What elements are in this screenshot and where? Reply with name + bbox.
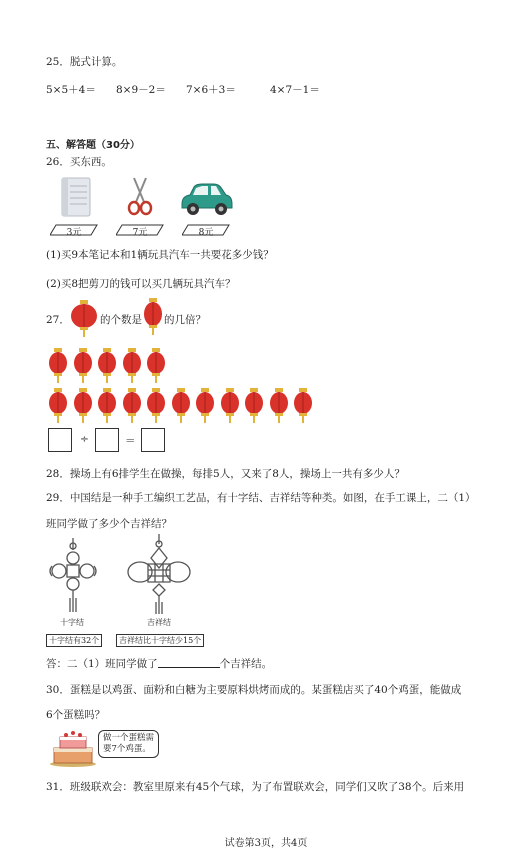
lantern-icon — [293, 388, 313, 427]
lantern-icon — [146, 388, 166, 427]
q29-answer-line — [46, 656, 272, 671]
q29-line2: 班同学做了多少个吉祥结？ — [46, 518, 172, 530]
lantern-icon — [244, 388, 264, 427]
lantern-icon — [195, 388, 215, 427]
equals-sign: ＝ — [125, 435, 136, 447]
lantern-icon — [48, 388, 68, 427]
answer-blank[interactable] — [158, 657, 220, 668]
q27-suffix: 的几倍？ — [164, 314, 206, 326]
q27-prefix: 27． — [46, 314, 70, 326]
answer-prefix: 答：二（1）班同学做了 — [46, 658, 158, 670]
knot2-note: 吉祥结比十字结少15个 — [116, 634, 204, 647]
q26-sub1: (1)买9本笔记本和1辆玩具汽车一共要花多少钱？ — [46, 249, 274, 261]
lantern-icon — [70, 300, 98, 338]
lantern-icon — [97, 388, 117, 427]
knot2-label: 吉祥结 — [147, 618, 171, 627]
lantern-icon — [171, 388, 191, 427]
price-tag-car: 8元 — [182, 224, 230, 236]
knot1-note: 十字结有32个 — [46, 634, 102, 647]
q25-item-2: 8×9－2＝ — [116, 84, 166, 96]
cross-knot-icon — [46, 536, 100, 614]
answer-box-1[interactable] — [48, 428, 72, 452]
bubble-line-1: 做一个蛋糕需 — [103, 733, 155, 743]
section-heading: 五、解答题（30分） — [46, 140, 140, 151]
q31-text: 31．班级联欢会：教室里原来有45个气球，为了布置联欢会，同学们又吹了38个。后来用 — [46, 781, 465, 793]
q27-mid: 的个数是 — [100, 314, 142, 326]
price-tag-scissors: 7元 — [116, 224, 164, 236]
lantern-icon — [48, 348, 68, 387]
division-sign: ÷ — [80, 433, 89, 445]
lantern-icon — [143, 298, 163, 336]
lantern-icon — [73, 348, 93, 387]
q26-title: 26．买东西。 — [46, 156, 112, 168]
answer-box-3[interactable] — [141, 428, 165, 452]
lantern-icon — [97, 348, 117, 387]
toy-car-icon — [178, 182, 234, 218]
q25-item-1: 5×5＋4＝ — [46, 84, 96, 96]
knot1-label: 十字结 — [60, 618, 84, 627]
q30-line1: 30．蛋糕是以鸡蛋、面粉和白糖为主要原料烘烤而成的。某蛋糕店买了40个鸡蛋，能做成 — [46, 684, 462, 696]
q26-sub2: (2)买8把剪刀的钱可以买几辆玩具汽车？ — [46, 278, 236, 290]
scissors-icon — [124, 176, 156, 218]
bubble-line-2: 要7个鸡蛋。 — [103, 744, 151, 754]
lantern-icon — [269, 388, 289, 427]
lantern-icon — [122, 388, 142, 427]
q25-title: 25．脱式计算。 — [46, 56, 123, 68]
q25-item-3: 7×6＋3＝ — [186, 84, 236, 96]
answer-box-2[interactable] — [95, 428, 119, 452]
auspicious-knot-icon — [126, 534, 192, 616]
q25-item-4: 4×7－1＝ — [270, 84, 320, 96]
cake-icon — [48, 728, 98, 768]
lantern-icon — [73, 388, 93, 427]
speech-bubble — [98, 730, 159, 758]
price-tag-notebook: 3元 — [50, 224, 98, 236]
q30-line2: 6个蛋糕吗？ — [46, 709, 106, 721]
q28-text: 28．操场上有6排学生在做操，每排5人，又来了8人，操场上一共有多少人？ — [46, 468, 405, 480]
lantern-icon — [220, 388, 240, 427]
notebook-icon — [58, 176, 94, 218]
q29-line1: 29．中国结是一种手工编织工艺品，有十字结、吉祥结等种类。如图，在手工课上，二（1） — [46, 492, 476, 504]
answer-suffix: 个吉祥结。 — [219, 658, 273, 670]
lantern-icon — [146, 348, 166, 387]
page-footer: 试卷第3页，共4页 — [224, 838, 308, 849]
lantern-icon — [122, 348, 142, 387]
